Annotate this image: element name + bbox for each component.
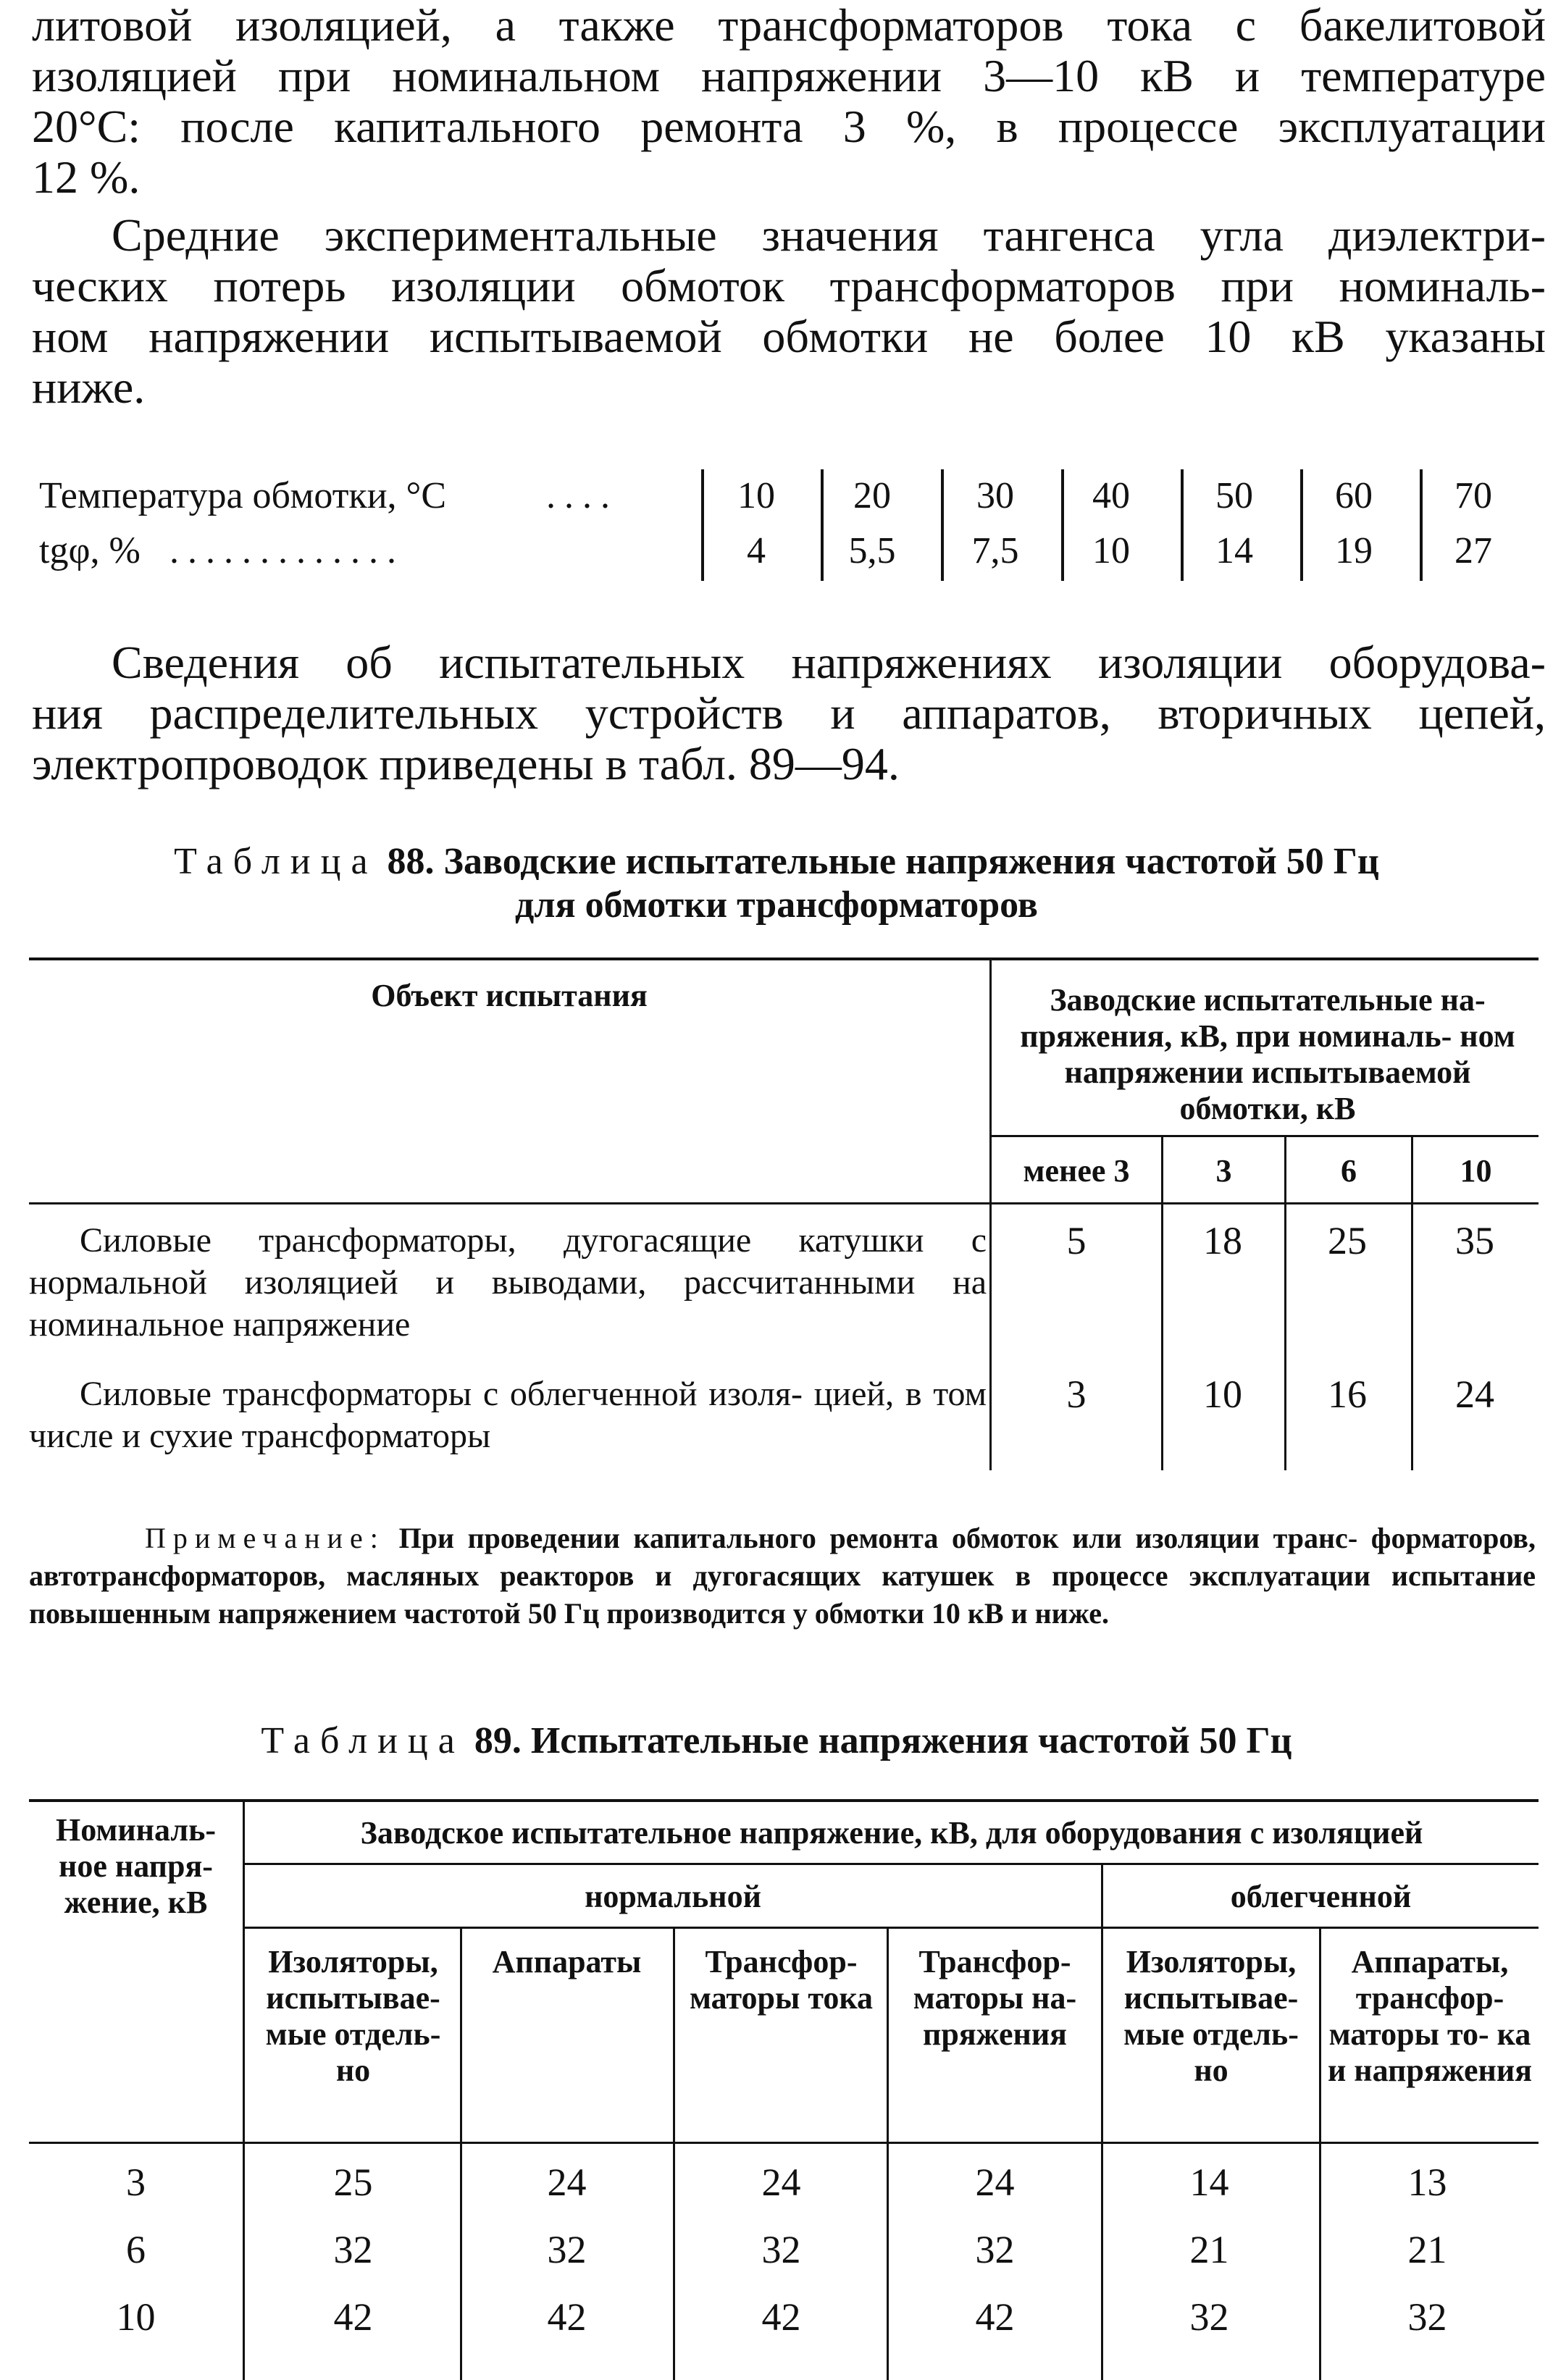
temperature-value: 70 — [1454, 475, 1492, 516]
table-89-col-rule — [460, 1927, 462, 2380]
table-89-cell: 25 — [333, 2161, 373, 2204]
table-89-nominal-cell: 3 — [126, 2161, 146, 2204]
table-word: Таблица — [174, 841, 378, 882]
intro-line: 20°С: после капитального ремонта 3 %, в процессе эксплуатации — [32, 101, 1546, 152]
table-89-cell: 42 — [333, 2295, 373, 2339]
table-89-nominal-cell: 10 — [116, 2295, 156, 2339]
temperature-value: 30 — [976, 475, 1014, 516]
references-line: электропроводок приведены в табл. 89—94. — [32, 738, 900, 789]
table-88-cell: 24 — [1455, 1373, 1494, 1416]
table-89-subheader: Аппараты, трансфор- маторы то- ка и напряжения — [1327, 1944, 1533, 2088]
table-88-caption — [0, 840, 1553, 927]
tangent-line: Средние экспериментальные значения тангенса угла диэлектри- — [112, 209, 1546, 261]
tangent-line: ном напряжении испытываемой обмотки не более 10 кВ указаны — [32, 311, 1546, 362]
table-89-cell: 21 — [1407, 2228, 1447, 2271]
tangent-value: 7,5 — [971, 530, 1019, 571]
tangent-line: ческих потерь изоляции обмоток трансформаторов при номиналь- — [32, 260, 1546, 311]
table-89-cell: 24 — [761, 2161, 801, 2204]
intro-line: изоляцией при номинальном напряжении 3—10 кВ и температуре — [32, 50, 1546, 101]
table-89-cell: 32 — [1407, 2295, 1447, 2339]
temperature-value: 50 — [1215, 475, 1253, 516]
temperature-table-rule — [1061, 469, 1064, 581]
table-88-object-header: Объект испытания — [371, 978, 648, 1013]
table-89-cell: 42 — [975, 2295, 1015, 2339]
tangent-value: 14 — [1215, 530, 1253, 571]
table-88-cell: 10 — [1203, 1373, 1242, 1416]
table-88-cell: 25 — [1328, 1219, 1367, 1262]
table-88-subheader: 10 — [1460, 1153, 1492, 1189]
table-89-factory-header: Заводское испытательное напряжение, кВ, для оборудования с изоляцией — [360, 1815, 1423, 1851]
leader-dots: .... — [546, 475, 619, 516]
table-88-subheader: 3 — [1215, 1153, 1232, 1189]
tangent-value: 4 — [747, 530, 766, 571]
temperature-value: 40 — [1092, 475, 1130, 516]
table-88-cell: 3 — [1066, 1373, 1087, 1416]
table-89-col-rule — [887, 1927, 889, 2380]
tangent-paragraph — [32, 210, 1546, 413]
table-89-group-normal: нормальной — [585, 1879, 761, 1914]
table-88-cell: 16 — [1328, 1373, 1367, 1416]
table-88-subheader: 6 — [1341, 1153, 1357, 1189]
tangent-line: ниже. — [32, 361, 146, 413]
references-line: ния распределительных устройств и аппаратов, вторичных цепей, — [32, 687, 1546, 739]
table-88-voltage-header: Заводские испытательные на- пряжения, кВ, при номиналь- ном напряжении испытываемой обмотки, кВ — [1020, 982, 1515, 1126]
temperature-table-rule — [701, 469, 704, 581]
table-89-subheader: Трансфор- маторы тока — [689, 1944, 874, 2016]
note-text: При проведении капитального ремонта обмоток или изоляции транс- форматоров, автотрансформаторов, масляных реакторов и дугогасящих катушек в процессе эксплуатации испытание повышенным напряжением частотой 50 Гц производится у обмотки 10 кВ и ниже. — [29, 1522, 1536, 1630]
intro-line: литовой изоляцией, а также трансформаторов тока с бакелитовой — [32, 0, 1546, 51]
references-paragraph — [32, 637, 1546, 789]
table-88-sub-rule — [989, 1135, 1539, 1137]
table-89-cell: 21 — [1189, 2228, 1229, 2271]
table-89-top-rule — [29, 1799, 1539, 1802]
table-89-group-light: облегченной — [1230, 1879, 1412, 1914]
table-89-caption — [0, 1718, 1553, 1764]
table-89-cell: 24 — [547, 2161, 587, 2204]
table-89-cell: 42 — [761, 2295, 801, 2339]
table-89-cell: 32 — [975, 2228, 1015, 2271]
table-88-title-line2: для обмотки трансформаторов — [515, 884, 1038, 926]
table-89-cell: 14 — [1189, 2161, 1229, 2204]
temperature-row-label: Температура обмотки, °С — [39, 475, 446, 516]
table-88-divider — [989, 958, 992, 1470]
table-89-header-rule — [29, 2142, 1539, 2144]
table-88-title: 88. Заводские испытательные напряжения частотой 50 Гц — [387, 841, 1379, 882]
table-89-subheader: Трансфор- маторы на- пряжения — [913, 1944, 1077, 2052]
tangent-value: 10 — [1092, 530, 1130, 571]
table-89-cell: 24 — [975, 2161, 1015, 2204]
table-89-cell: 32 — [547, 2228, 587, 2271]
references-line: Сведения об испытательных напряжениях изоляции оборудова- — [112, 637, 1546, 688]
table-88-cell: 5 — [1066, 1219, 1087, 1262]
table-89-cell: 42 — [547, 2295, 587, 2339]
table-89-subheader: Изоляторы, испытывае- мые отдель- но — [265, 1944, 441, 2088]
temperature-table-rule — [941, 469, 944, 581]
table-88-row-label: Силовые трансформаторы с облегченной изоля- цией, в том числе и сухие трансформаторы — [29, 1375, 987, 1455]
temperature-table-rule — [821, 469, 824, 581]
table-89-title: 89. Испытательные напряжения частотой 50 Гц — [474, 1720, 1292, 1761]
temperature-table-rule — [1420, 469, 1423, 581]
table-89-sub-rule — [243, 1863, 1539, 1865]
note-label: Примечание: — [145, 1522, 385, 1554]
temperature-table-rule — [1181, 469, 1184, 581]
temperature-value: 20 — [853, 475, 891, 516]
temperature-value: 10 — [737, 475, 775, 516]
table-89-cell: 13 — [1407, 2161, 1447, 2204]
table-89-subheader: Аппараты — [492, 1944, 642, 1979]
temperature-table-rule — [1300, 469, 1303, 581]
leader-dots: ............. — [169, 530, 405, 571]
table-88-top-rule — [29, 958, 1539, 960]
table-88-cell: 35 — [1455, 1219, 1494, 1262]
table-88-subheader: менее 3 — [1023, 1153, 1130, 1189]
tangent-value: 19 — [1335, 530, 1373, 571]
tangent-value: 5,5 — [848, 530, 896, 571]
table-89-col-rule — [1319, 1927, 1321, 2380]
table-89-nominal-header: Номиналь- ное напря- жение, кВ — [55, 1812, 217, 1920]
table-88-note — [29, 1520, 1536, 1633]
temperature-value: 60 — [1335, 475, 1373, 516]
table-89-nominal-cell: 6 — [126, 2228, 146, 2271]
table-89-col-rule — [1101, 1863, 1103, 2380]
table-89-cell: 32 — [761, 2228, 801, 2271]
table-89-cell: 32 — [1189, 2295, 1229, 2339]
table-89-subheader: Изоляторы, испытывае- мые отдель- но — [1123, 1944, 1299, 2088]
table-88-row-label: Силовые трансформаторы, дугогасящие катушки с нормальной изоляцией и выводами, рассчитанными на номинальное напряжение — [29, 1221, 987, 1344]
tangent-row-label: tgφ, % — [39, 530, 141, 571]
table-88-cell: 18 — [1203, 1219, 1242, 1262]
table-89-sub-rule — [243, 1927, 1539, 1929]
table-89-cell: 32 — [333, 2228, 373, 2271]
table-88-header-rule — [29, 1202, 1539, 1204]
intro-paragraph — [32, 0, 1546, 203]
table-89-col-rule — [673, 1927, 675, 2380]
tangent-value: 27 — [1454, 530, 1492, 571]
intro-line: 12 %. — [32, 151, 141, 203]
table-word: Таблица — [261, 1720, 465, 1761]
